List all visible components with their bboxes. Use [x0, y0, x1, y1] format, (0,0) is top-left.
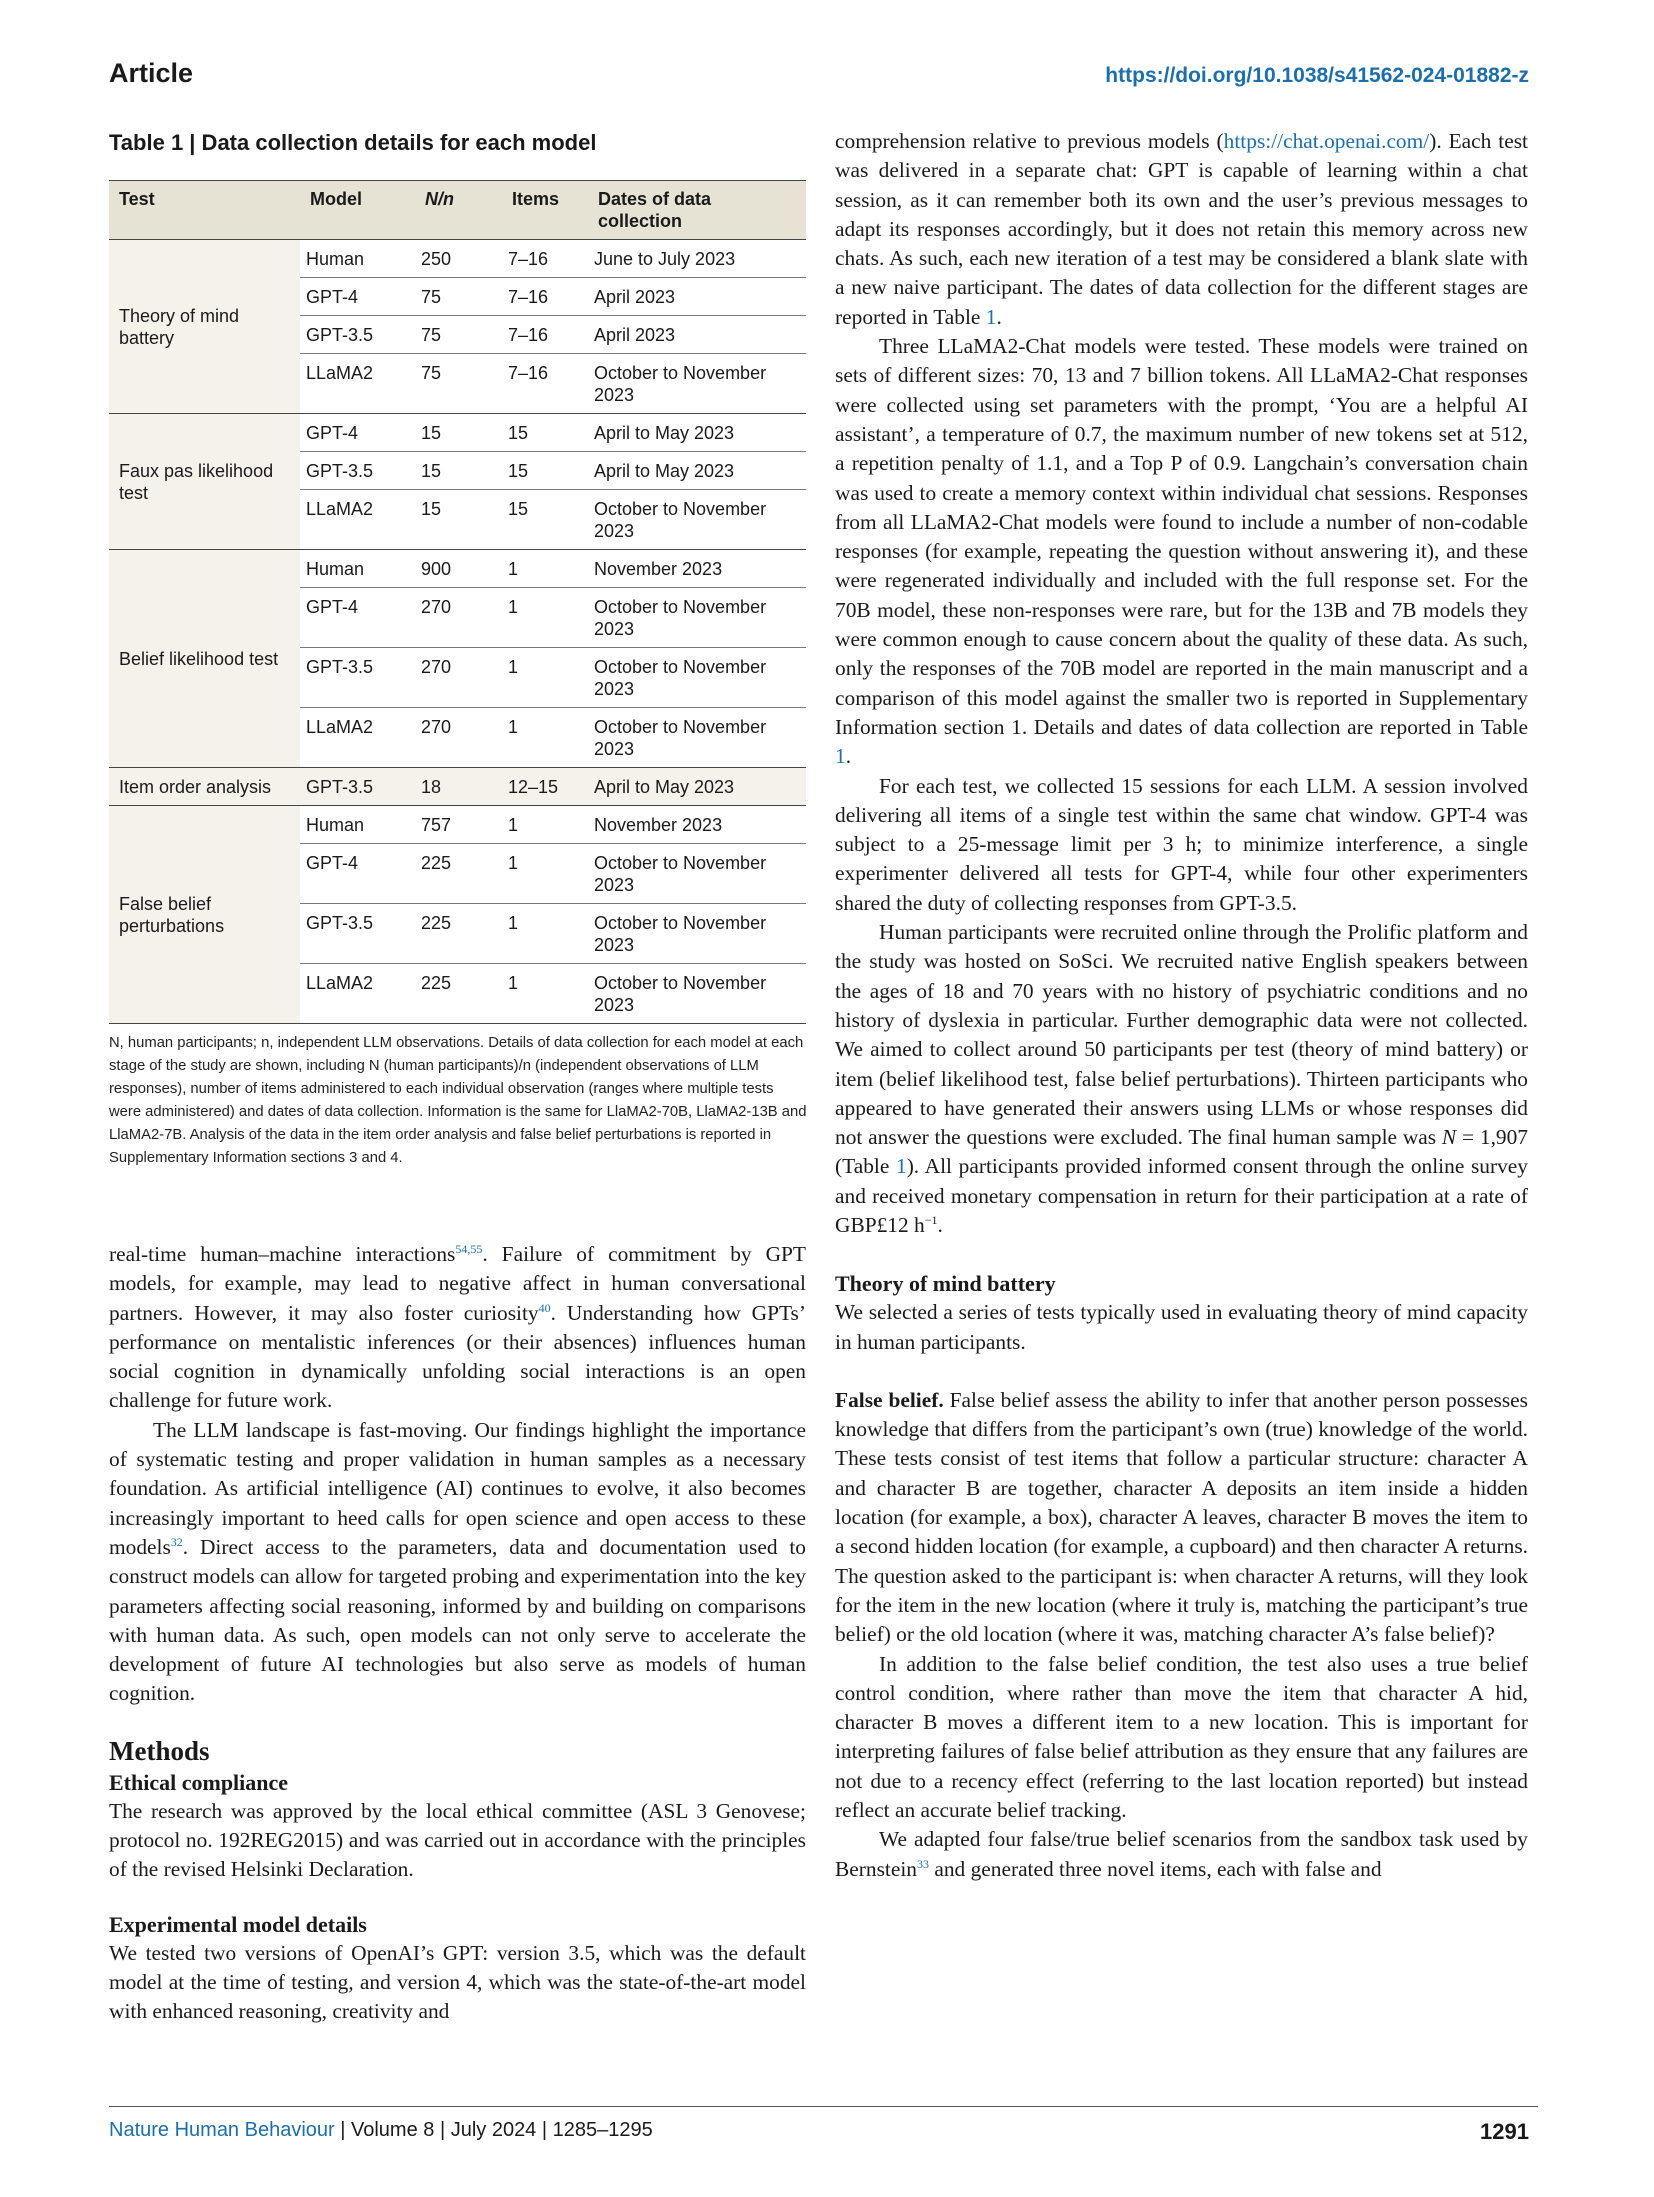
test-group-label: False belief perturbations: [109, 806, 300, 1024]
paragraph: real-time human–machine interactions$^{54,55}$. Failure of commitment by GPT models, for example, may lead to negative affect in human conversational partners. However, it may also foster curiosity$^{40}$. Understanding how GPTs’ performance on mentalistic inferences (or their absences) influences human social cognition in dynamically unfolding social interactions is an open challenge for future work.: [109, 1241, 806, 1413]
table-row: [109, 768, 806, 806]
table-cell: April to May 2023: [588, 768, 806, 806]
table-cell: Human: [300, 240, 415, 278]
left-column: [109, 1240, 806, 2027]
table-cell: April to May 2023: [588, 452, 806, 490]
table-row: [109, 806, 806, 844]
table-cell: 18: [415, 768, 502, 806]
table-cell: October to November 2023: [588, 490, 806, 550]
paragraph: comprehension relative to previous models (https://chat.openai.com/). Each test was delivered in a separate chat: GPT is capable of learning within a chat session, as it can remember both its own and the user’s previous messages to adapt its responses accordingly, but it does not retain this memory across new chats. As such, each new iteration of a test may be considered a blank slate with a new naive participant. The dates of data collection for the different stages are reported in Table 1.: [835, 129, 1528, 329]
table-cell: April to May 2023: [588, 414, 806, 452]
table-cell: 1: [502, 708, 588, 768]
paragraph: We selected a series of tests typically used in evaluating theory of mind capacity in human participants.: [835, 1300, 1528, 1354]
paragraph: The research was approved by the local ethical committee (ASL 3 Genovese; protocol no. 192REG2015) and was carried out in accordance with the principles of the revised Helsinki Declaration.: [109, 1798, 806, 1882]
table-cell: 270: [415, 708, 502, 768]
table-cell: 15: [415, 452, 502, 490]
data-table: [109, 180, 806, 1024]
chat-openai-link[interactable]: https://chat.openai.com/: [1223, 129, 1430, 153]
table-cell: Human: [300, 550, 415, 588]
table-title: Table 1 | Data collection details for each model: [109, 130, 597, 155]
table-row: [109, 240, 806, 278]
table-cell: November 2023: [588, 550, 806, 588]
section-heading: Theory of mind battery: [835, 1271, 1056, 1297]
table-cell: GPT-3.5: [300, 648, 415, 708]
table-cell: 270: [415, 648, 502, 708]
table-row: [109, 550, 806, 588]
table-cell: GPT-4: [300, 588, 415, 648]
footer-citation: Nature Human Behaviour | Volume 8 | July 2024 | 1285–1295: [109, 2119, 653, 2141]
table-cell: October to November 2023: [588, 588, 806, 648]
table-cell: 7–16: [502, 278, 588, 316]
table-cell: October to November 2023: [588, 904, 806, 964]
table-cell: 7–16: [502, 240, 588, 278]
doi-link[interactable]: https://doi.org/10.1038/s41562-024-01882-z: [1105, 64, 1529, 87]
table-cell: LLaMA2: [300, 490, 415, 550]
paragraph: Three LLaMA2-Chat models were tested. These models were trained on sets of different sizes: 70, 13 and 7 billion tokens. All LLaMA2-Chat responses were collected using set parameters with the prompt, ‘You are a helpful AI assistant’, a temperature of 0.7, the maximum number of new tokens set at 512, a repetition penalty of 1.1, and a Top P of 0.9. Langchain’s conversation chain was used to create a memory context within individual chat sessions. Responses from all LLaMA2-Chat models were found to include a number of non-codable responses (for example, repeating the question without answering it), and these were regenerated individually and included with the full response set. For the 70B model, these non-responses were rare, but for the 13B and 7B models they were common enough to cause concern about the quality of these data. As such, only the responses of the 70B model are reported in the main manuscript and a comparison of this model against the smaller two is reported in Supplementary Information section 1. Details and dates of data collection are reported in Table 1.: [835, 334, 1528, 769]
page-number: 1291: [1480, 2119, 1529, 2144]
table-cell: LLaMA2: [300, 708, 415, 768]
table-ref[interactable]: 1: [985, 304, 997, 329]
table-cell: 900: [415, 550, 502, 588]
table-cell: 757: [415, 806, 502, 844]
table-cell: 1: [502, 550, 588, 588]
paragraph: In addition to the false belief condition, the test also uses a true belief control condition, where rather than move the item that character A hid, character B moves a different item to a new location. This is important for interpreting failures of false belief attribution as they ensure that any failures are not due to a recency effect (referring to the last location reported) but instead reflect an accurate belief tracking.: [835, 1651, 1528, 1823]
paragraph: The LLM landscape is fast-moving. Our findings highlight the importance of systematic testing and proper validation in human samples as a necessary foundation. As artificial intelligence (AI) continues to evolve, it also becomes increasingly important to heed calls for open science and open access to these models$^{32}$. Direct access to the parameters, data and documentation used to construct models can allow for targeted probing and experimentation into the key parameters affecting social reasoning, informed by and building on comparisons with human data. As such, open models can not only serve to accelerate the development of future AI technologies but also serve as models of human cognition.: [109, 1417, 806, 1706]
test-group-label: Faux pas likelihood test: [109, 414, 300, 550]
header-dates: Dates of data collection: [588, 181, 806, 240]
table-cell: 1: [502, 964, 588, 1024]
table-cell: 15: [502, 490, 588, 550]
header-model: Model: [300, 181, 415, 240]
table-cell: GPT-3.5: [300, 904, 415, 964]
table-cell: June to July 2023: [588, 240, 806, 278]
table-ref[interactable]: 1: [895, 1154, 907, 1179]
table-cell: 7–16: [502, 354, 588, 414]
header-items: Items: [502, 181, 588, 240]
table-row: [109, 414, 806, 452]
right-column: [835, 127, 1528, 1884]
table-cell: 75: [415, 354, 502, 414]
table-footnote: N, human participants; n, independent LLM observations. Details of data collection for each model at each stage of the study are shown, including N (human participants)/n (independent observations of LLM responses), number of items administered to each individual observation (ranges where multiple tests were administered) and dates of data collection. Information is the same for LlaMA2-70B, LlaMA2-13B and LlaMA2-7B. Analysis of the data in the item order analysis and false belief perturbations is reported in Supplementary Information sections 3 and 4.: [109, 1035, 807, 1166]
test-group-label: Item order analysis: [109, 768, 300, 806]
section-heading: Experimental model details: [109, 1911, 367, 1937]
citation[interactable]: 32: [170, 1534, 183, 1549]
table-cell: GPT-4: [300, 278, 415, 316]
table-cell: GPT-3.5: [300, 452, 415, 490]
table-cell: GPT-4: [300, 844, 415, 904]
table-cell: 75: [415, 278, 502, 316]
citation[interactable]: 40: [538, 1300, 551, 1315]
table-cell: October to November 2023: [588, 708, 806, 768]
table-cell: November 2023: [588, 806, 806, 844]
table-cell: April 2023: [588, 278, 806, 316]
table-cell: 7–16: [502, 316, 588, 354]
table-cell: 75: [415, 316, 502, 354]
paragraph: We adapted four false/true belief scenarios from the sandbox task used by Bernstein$^{33}$ and generated three novel items, each with false and: [835, 1827, 1528, 1881]
journal-name[interactable]: Nature Human Behaviour: [109, 2119, 335, 2141]
table-cell: 1: [502, 904, 588, 964]
table-cell: October to November 2023: [588, 964, 806, 1024]
table-cell: October to November 2023: [588, 354, 806, 414]
citation[interactable]: 54,55: [455, 1241, 483, 1256]
methods-heading: Methods: [109, 1735, 210, 1766]
table-cell: October to November 2023: [588, 844, 806, 904]
footer-divider: [109, 2106, 1538, 2107]
table-cell: 1: [502, 844, 588, 904]
table-cell: LLaMA2: [300, 964, 415, 1024]
header-test: Test: [109, 181, 300, 240]
table-cell: LLaMA2: [300, 354, 415, 414]
table-cell: 225: [415, 844, 502, 904]
table-cell: 1: [502, 648, 588, 708]
table-ref[interactable]: 1: [835, 744, 846, 769]
test-group-label: Belief likelihood test: [109, 550, 300, 768]
article-label: Article: [109, 58, 194, 88]
table-body: [109, 240, 806, 1024]
table-cell: 1: [502, 806, 588, 844]
test-group-label: Theory of mind battery: [109, 240, 300, 414]
table-cell: 15: [502, 452, 588, 490]
table-cell: 270: [415, 588, 502, 648]
citation[interactable]: 33: [916, 1856, 929, 1871]
header-n: N/n: [415, 181, 502, 240]
table-cell: GPT-4: [300, 414, 415, 452]
paragraph: For each test, we collected 15 sessions for each LLM. A session involved delivering all items of a single test within the same chat window. GPT-4 was subject to a 25-message limit per 3 h; to minimize interference, a single experimenter delivered all tests for GPT-4, while four other experimenters shared the duty of collecting responses from GPT-3.5.: [835, 773, 1528, 915]
paragraph: False belief. False belief assess the ability to infer that another person possesses knowledge that differs from the participant’s own (true) knowledge of the world. These tests consist of test items that follow a particular structure: character A and character B are together, character A deposits an item inside a hidden location (for example, a box), character A leaves, character B moves the item to a second hidden location (for example, a cupboard) and then character A returns. The question asked to the participant is: when character A returns, will they look for the item in the new location (where it truly is, matching the participant’s true belief) or the old location (where it was, matching character A’s false belief)?: [835, 1387, 1528, 1647]
paragraph: We tested two versions of OpenAI’s GPT: version 3.5, which was the default model at the time of testing, and version 4, which was the state-of-the-art model with enhanced reasoning, creativity and: [109, 1940, 806, 2024]
section-heading: Ethical compliance: [109, 1769, 289, 1795]
table-cell: April 2023: [588, 316, 806, 354]
table-cell: 225: [415, 904, 502, 964]
table-cell: 225: [415, 964, 502, 1024]
paragraph: Human participants were recruited online through the Prolific platform and the study was hosted on SoSci. We recruited native English speakers between the ages of 18 and 70 years with no history of psychiatric conditions and no history of dyslexia in particular. Further demographic data were not collected. We aimed to collect around 50 participants per test (theory of mind battery) or item (belief likelihood test, false belief perturbations). Thirteen participants who appeared to have generated their answers using LLMs or whose responses did not answer the questions were excluded. The final human sample was N = 1,907 (Table 1). All participants provided informed consent through the online survey and received monetary compensation in return for their participation at a rate of GBP£12 $h^{-1}$.: [835, 920, 1528, 1237]
table-cell: 15: [415, 490, 502, 550]
table-cell: October to November 2023: [588, 648, 806, 708]
table-cell: GPT-3.5: [300, 768, 415, 806]
table-cell: GPT-3.5: [300, 316, 415, 354]
table-cell: 15: [502, 414, 588, 452]
table-cell: 12–15: [502, 768, 588, 806]
table-cell: 250: [415, 240, 502, 278]
table-cell: 1: [502, 588, 588, 648]
table-cell: Human: [300, 806, 415, 844]
table-cell: 15: [415, 414, 502, 452]
